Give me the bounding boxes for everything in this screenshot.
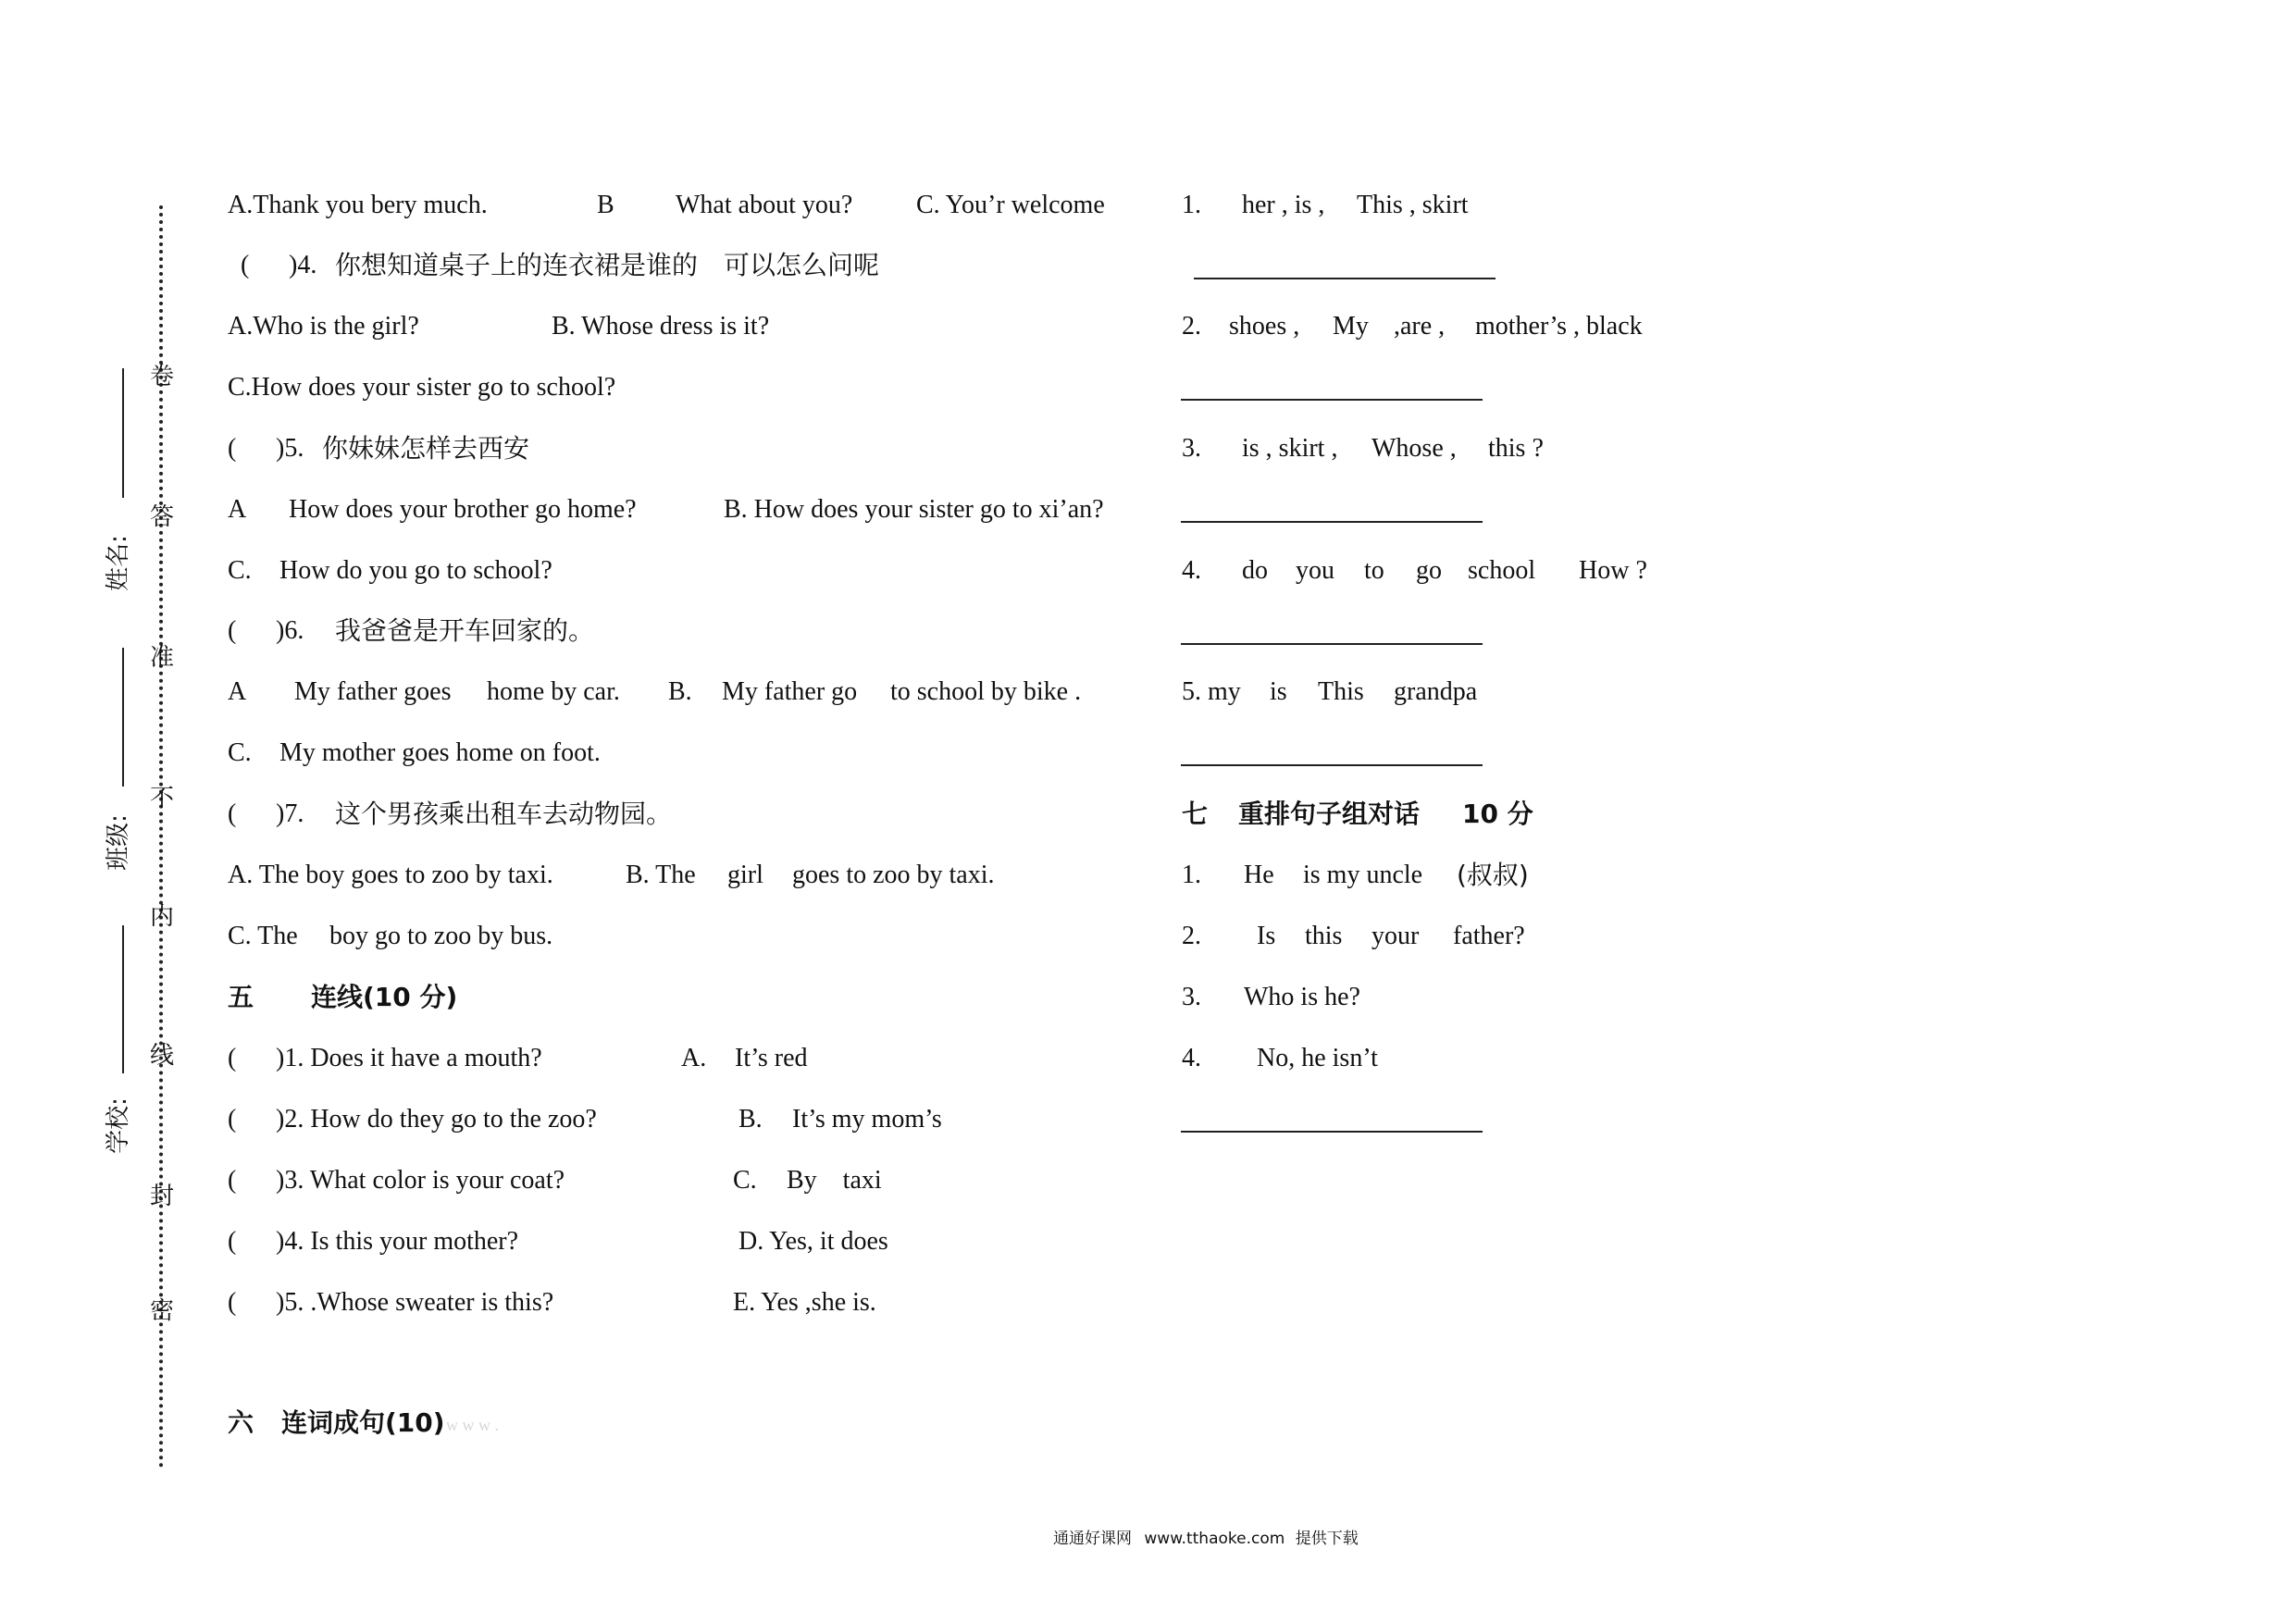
match-option: It’s my mom’s — [792, 1105, 942, 1134]
rearrange-number: 3. — [1182, 434, 1201, 463]
section7-score: 10 分 — [1462, 799, 1533, 829]
q5-option-c: How do you go to school? — [279, 556, 552, 585]
seal-dotted-line — [159, 205, 163, 1468]
footer-site-name: 通通好课网 — [1053, 1530, 1132, 1548]
match-question: )5. .Whose sweater is this? — [276, 1288, 554, 1317]
q7-option-b-part3: goes to zoo by taxi. — [792, 861, 995, 889]
section6-title: 连词成句(10) — [281, 1407, 445, 1438]
word-chunk: Whose , — [1371, 434, 1457, 463]
section5-number: 五 — [228, 982, 254, 1012]
match-question: )4. Is this your mother? — [276, 1227, 519, 1256]
q6-option-c-letter: C. — [228, 738, 252, 767]
q7-option-b-part2: girl — [727, 861, 763, 889]
dialogue-part: Who is he? — [1244, 983, 1360, 1011]
match-option: It’s red — [735, 1044, 808, 1072]
rearrange-number: 5. my — [1182, 677, 1241, 706]
seal-char: 内 — [150, 903, 175, 931]
dialogue-part: (叔叔) — [1457, 860, 1529, 890]
class-line — [122, 648, 124, 787]
rearrange-number: 2. — [1182, 312, 1201, 341]
q7-stem: 这个男孩乘出租车去动物园。 — [335, 799, 673, 829]
q5-option-b: B. How does your sister go to xi’an? — [724, 495, 1104, 524]
q6-paren: ( — [228, 616, 237, 645]
q7-option-b-part1: B. The — [626, 861, 696, 889]
word-chunk: do — [1242, 556, 1268, 585]
match-option-letter: C. — [733, 1166, 757, 1195]
section6-number: 六 — [228, 1407, 254, 1438]
q4-stem: 你想知道桌子上的连衣裙是谁的 可以怎么问呢 — [335, 250, 880, 280]
q6-option-a-part1: My father goes — [294, 677, 452, 706]
q6-option-a-letter: A — [228, 677, 247, 706]
q4-option-c: C.How does your sister go to school? — [228, 373, 616, 402]
q4-number: )4. — [289, 251, 317, 279]
match-paren: ( — [228, 1288, 237, 1317]
match-option-letter: B. — [738, 1105, 763, 1134]
q6-number: )6. — [276, 616, 304, 645]
seal-char: 答 — [150, 503, 175, 531]
dialogue-number: 3. — [1182, 983, 1201, 1011]
q5-stem: 你妹妹怎样去西安 — [322, 433, 530, 464]
q3-option-c: C. You’r welcome — [916, 191, 1105, 219]
q6-stem: 我爸爸是开车回家的。 — [335, 615, 595, 646]
match-option: E. Yes ,she is. — [733, 1288, 876, 1317]
word-chunk: to — [1364, 556, 1384, 585]
q3-option-b: What about you? — [676, 191, 853, 219]
footer-url[interactable]: www.tthaoke.com — [1144, 1530, 1285, 1548]
watermark: w w w . — [446, 1416, 499, 1434]
answer-blank[interactable] — [1181, 643, 1483, 645]
word-chunk: school — [1468, 556, 1536, 585]
school-line — [122, 925, 124, 1073]
match-question: )2. How do they go to the zoo? — [276, 1105, 597, 1134]
word-chunk: this ? — [1488, 434, 1544, 463]
word-chunk: go — [1416, 556, 1442, 585]
seal-char: 卷 — [150, 363, 175, 390]
q5-option-c-letter: C. — [228, 556, 252, 585]
q3-option-b-letter: B — [597, 191, 614, 219]
word-chunk: My — [1333, 312, 1369, 341]
q6-option-b-letter: B. — [668, 677, 692, 706]
dialogue-part: Is — [1257, 922, 1276, 950]
q7-option-a: A. The boy goes to zoo by taxi. — [228, 861, 553, 889]
word-chunk: is , skirt , — [1242, 434, 1338, 463]
footer-suffix: 提供下载 — [1295, 1530, 1359, 1548]
answer-blank[interactable] — [1181, 399, 1483, 401]
seal-char: 密 — [150, 1297, 175, 1325]
match-paren: ( — [228, 1105, 237, 1134]
dialogue-part: your — [1371, 922, 1420, 950]
class-label: 班级: — [104, 814, 132, 871]
match-paren: ( — [228, 1044, 237, 1072]
rearrange-number: 1. — [1182, 191, 1201, 219]
answer-blank[interactable] — [1181, 521, 1483, 523]
dialogue-part: is my uncle — [1303, 861, 1423, 889]
name-line — [122, 368, 124, 498]
match-option-letter: A. — [681, 1044, 707, 1072]
q4-option-a: A.Who is the girl? — [228, 312, 419, 341]
section5-title: 连线(10 分) — [311, 982, 458, 1012]
match-paren: ( — [228, 1166, 237, 1195]
q4-paren: ( — [241, 251, 250, 279]
name-label: 姓名: — [104, 535, 132, 591]
q5-number: )5. — [276, 434, 304, 463]
match-question: )1. Does it have a mouth? — [276, 1044, 542, 1072]
dialogue-part: father? — [1453, 922, 1525, 950]
rearrange-number: 4. — [1182, 556, 1201, 585]
seal-char: 不 — [150, 785, 175, 812]
q7-paren: ( — [228, 799, 237, 828]
answer-blank[interactable] — [1181, 764, 1483, 766]
word-chunk: her , is , — [1242, 191, 1325, 219]
word-chunk: mother’s , black — [1475, 312, 1643, 341]
section7-number: 七 — [1182, 799, 1209, 829]
school-label: 学校: — [104, 1097, 132, 1154]
q5-option-a-letter: A — [228, 495, 247, 524]
q7-option-c-part2: boy go to zoo by bus. — [329, 922, 553, 950]
q5-paren: ( — [228, 434, 237, 463]
q7-option-c-part1: C. The — [228, 922, 298, 950]
match-option: By taxi — [787, 1166, 882, 1195]
answer-blank[interactable] — [1181, 1131, 1483, 1133]
footer — [1053, 1525, 1359, 1548]
match-option: D. Yes, it does — [738, 1227, 888, 1256]
q6-option-b-part1: My father go — [722, 677, 858, 706]
word-chunk: shoes , — [1229, 312, 1300, 341]
seal-char: 线 — [150, 1042, 175, 1070]
word-chunk: is — [1270, 677, 1287, 706]
seal-char: 准 — [150, 644, 175, 672]
section7-title: 重排句子组对话 — [1238, 799, 1421, 829]
q4-option-b: B. Whose dress is it? — [552, 312, 770, 341]
q6-option-b-part2: to school by bike . — [890, 677, 1082, 706]
match-question: )3. What color is your coat? — [276, 1166, 565, 1195]
q5-option-a: How does your brother go home? — [289, 495, 637, 524]
word-chunk: This , skirt — [1357, 191, 1469, 219]
word-chunk: grandpa — [1394, 677, 1478, 706]
q3-option-a: A.Thank you bery much. — [228, 191, 488, 219]
q6-option-c: My mother goes home on foot. — [279, 738, 601, 767]
word-chunk: you — [1296, 556, 1334, 585]
word-chunk: ,are , — [1394, 312, 1446, 341]
dialogue-number: 4. — [1182, 1044, 1201, 1072]
match-paren: ( — [228, 1227, 237, 1256]
dialogue-number: 2. — [1182, 922, 1201, 950]
q7-number: )7. — [276, 799, 304, 828]
dialogue-part: No, he isn’t — [1257, 1044, 1378, 1072]
answer-blank[interactable] — [1194, 278, 1496, 279]
q6-option-a-part2: home by car. — [487, 677, 620, 706]
dialogue-part: He — [1244, 861, 1274, 889]
word-chunk: This — [1318, 677, 1364, 706]
dialogue-part: this — [1305, 922, 1343, 950]
word-chunk: How ? — [1579, 556, 1647, 585]
dialogue-number: 1. — [1182, 861, 1201, 889]
seal-char: 封 — [150, 1183, 175, 1210]
